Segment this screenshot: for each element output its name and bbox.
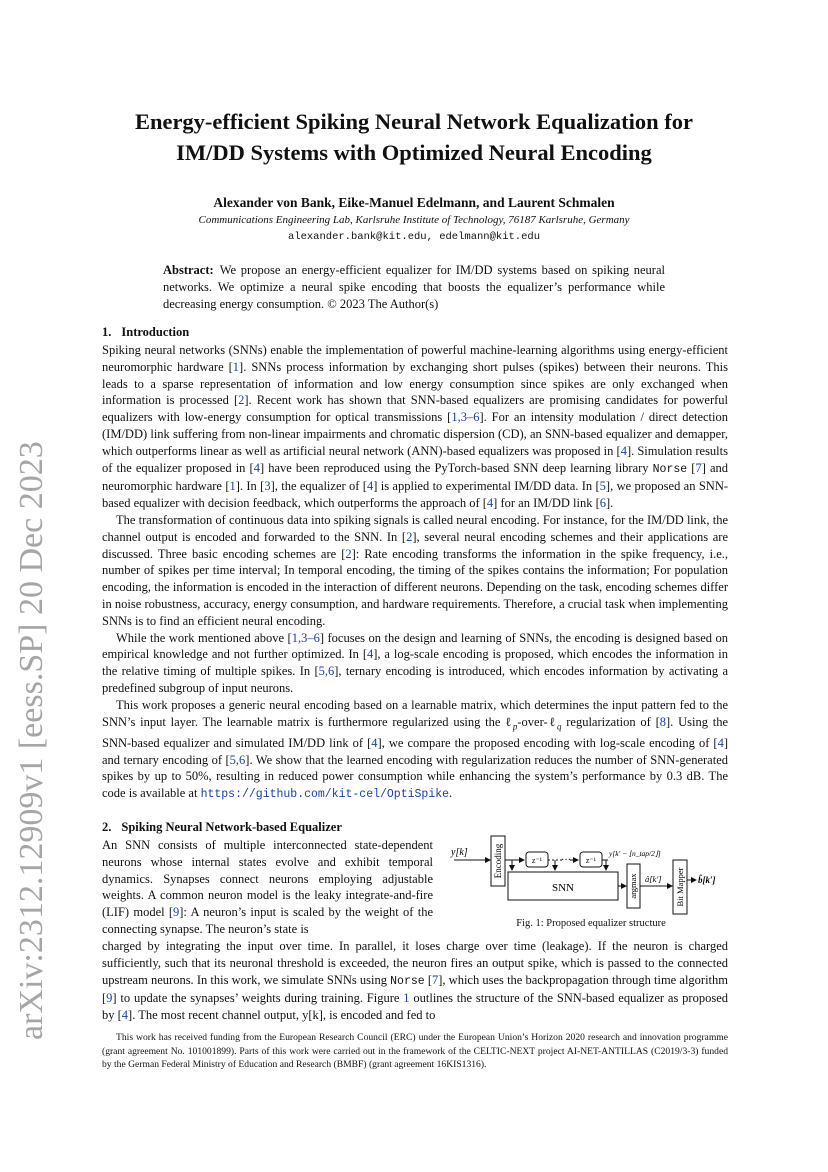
emails: alexander.bank@kit.edu, edelmann@kit.edu: [287, 231, 541, 243]
citation-link[interactable]: 5,6: [229, 752, 246, 767]
introduction-body: [102, 342, 728, 804]
intro-paragraph-1: Spiking neural networks (SNNs) enable the implementation of powerful machine-learning algorithms using energy-efficient neuromorphic hardware [1]. SNNs process information by exchanging short pulses (spikes) between their neurons. This leads to a sparse representation of information and low energy consumption since spikes are only exchanged when information is processed [2]. Recent work has shown that SNN-based equalizers are promising candidates for powerful equalizers with low-energy consumption for optical transmissions [1,3–6]. For an intensity modulation / direct detection (IM/DD) link suffering from non-linear impairments and chromatic dispersion (CD), an SNN-based equalizer and demapper, which outperforms linear as well as artificial neural network (ANN)-based equalizers was proposed in [4]. Simulation results of the equalizer proposed in [4] have been reproduced using the PyTorch-based SNN deep learning library Norse [7] and neuromorphic hardware [1]. In [3], the equalizer of [4] is applied to experimental IM/DD data. In [5], we proposed an SNN-based equalizer with decision feedback, which outperforms the approach of [4] for an IM/DD link [6].: [102, 343, 729, 511]
norse-library-name: Norse: [390, 974, 425, 988]
intro-paragraph-2: The transformation of continuous data into spiking signals is called neural encoding. For instance, for the IM/DD link, the channel output is encoded and forwarded to the SNN. In [2], several neural encoding schemes and their applications are discussed. Three basic encoding schemes are [2]: Rate encoding transforms the information in the spike frequency, i.e., number of spikes per time interval; In temporal encoding, the timing of the spikes contains the information; For population encoding, the information is encoded in the interaction of different neurons. Depending on the task, encoding schemes differ in noise robustness, accuracy, energy consumption, and hardware requirements. Therefore, a crucial task when implementing SNNs is to find an efficient neural encoding.: [102, 512, 728, 628]
figure-caption: Fig. 1: Proposed equalizer structure: [516, 918, 666, 929]
encoding-label: Encoding: [493, 843, 503, 879]
citation-link[interactable]: 3: [264, 479, 271, 494]
citation-link[interactable]: 4: [371, 735, 378, 750]
affiliation: Communications Engineering Lab, Karlsruhe Institute of Technology, 76187 Karlsruhe, Germany: [198, 214, 630, 226]
citation-link[interactable]: 1: [229, 479, 236, 494]
abstract: [163, 262, 665, 313]
abstract-label: Abstract:: [163, 263, 214, 277]
section-heading-snn-equalizer: 2. Spiking Neural Network-based Equalizer: [102, 820, 342, 834]
github-link[interactable]: https://github.com/kit-cel/OptiSpike: [200, 788, 450, 802]
figure-reference-link[interactable]: 1: [403, 991, 410, 1006]
citation-link[interactable]: 2: [345, 546, 352, 561]
arxiv-side-stamp: arXiv:2312.12909v1 [eess.SP] 20 Dec 2023: [13, 441, 50, 1040]
citation-link[interactable]: 1: [232, 359, 240, 374]
citation-link[interactable]: 4: [486, 496, 494, 511]
delay-label: z⁻¹: [585, 856, 597, 865]
citation-link[interactable]: 4: [620, 443, 627, 458]
citation-link[interactable]: 7: [431, 972, 439, 987]
equalizer-structure-figure: [446, 830, 730, 916]
citation-link[interactable]: 5,6: [318, 664, 335, 679]
section-2-wrapped-text: An SNN consists of multiple interconnected state-dependent neurons whose internal states evolve and exhibit temporal dynamics. Synapses connect neurons employing adjustable weights. A common neuron model is the leaky integrate-and-fire (LIF) model [9]: A neuron’s input is scaled by the weight of the connecting synapse. The neuron’s state is: [102, 838, 433, 936]
delay-dots: ···: [561, 855, 571, 866]
citation-link[interactable]: 9: [173, 905, 180, 920]
citation-link[interactable]: 5: [599, 479, 606, 494]
citation-link[interactable]: 4: [717, 735, 724, 750]
title-line-1: Energy-efficient Spiking Neural Network Equalization for: [134, 109, 694, 134]
citation-link[interactable]: 4: [121, 1008, 129, 1023]
input-label: y[k]: [451, 847, 468, 858]
bit-mapper-label: Bit Mapper: [675, 867, 685, 907]
citation-link[interactable]: 2: [406, 529, 413, 544]
citation-link[interactable]: 1,3–6: [291, 630, 320, 645]
citation-link[interactable]: 9: [106, 991, 113, 1006]
argmax-label: argmax: [628, 873, 638, 899]
funding-footnote: This work has received funding from the European Research Council (ERC) under the European Union’s Horizon 2020 research and innovation programme (grant agreement No. 101001899). Parts of this work were carried out in the framework of the CELTIC-NEXT project AI-NET-ANTILLAS (C2019/3-3) funded by the German Federal Ministry of Education and Research (BMBF) (grant agreement 16KIS1316).: [102, 1032, 728, 1070]
authors: Alexander von Bank, Eike-Manuel Edelmann, and Laurent Schmalen: [213, 195, 615, 210]
norse-library-name: Norse: [652, 462, 688, 476]
intro-paragraph-4: This work proposes a generic neural encoding based on a learnable matrix, which determines the input pattern fed to the SNN’s input layer. The learnable matrix is furthermore regularized using the ℓ$_p$-over-ℓ$_q$ regularization of [8]. Using the SNN-based equalizer and simulated IM/DD link of [4], we compare the proposed encoding with log-scale encoding of [4] and ternary encoding of [5,6]. We show that the learned encoding with regularization reduces the number of SNN-generated spikes by up to 50%, resulting in reduced power consumption while enhancing the system’s performance by 0.3 dB. The code is available at https://github.com/kit-cel/OptiSpike.: [102, 697, 729, 802]
citation-link[interactable]: 2: [238, 393, 245, 408]
section-heading-introduction: 1. Introduction: [102, 325, 190, 339]
b-hat-label: b̂[k′]: [698, 875, 716, 885]
intro-paragraph-3: While the work mentioned above [1,3–6] focuses on the design and learning of SNNs, the encoding is designed based on empirical knowledge and not further optimized. In [4], a log-scale encoding is proposed, which encodes the information in the relative timing of multiple spikes. In [5,6], ternary encoding is introduced, which encodes information by activating a predefined subgroup of input neurons.: [102, 630, 729, 695]
section-2-body: charged by integrating the input over time. In parallel, it loses charge over time (leakage). If the neuron is charged sufficiently, such that its neuronal threshold is exceeded, the neuron fires an output spike, which is passed to the connected upstream neurons. In this work, we simulate SNNs using Norse [7], which uses the backpropagation through time algorithm [9] to update the synapses’ weights during training. Figure 1 outlines the structure of the SNN-based equalizer as proposed by [4]. The most recent channel output, y[k], is encoded and fed to: [102, 939, 729, 1023]
citation-link[interactable]: 1,3–6: [451, 410, 480, 425]
citation-link[interactable]: 4: [366, 647, 374, 662]
delay-label: z⁻¹: [531, 856, 543, 865]
delayed-output-label: y[k′ − ⌊n_tap/2⌋]: [609, 849, 661, 858]
title-line-2: IM/DD Systems with Optimized Neural Encoding: [176, 140, 652, 165]
citation-link[interactable]: 8: [659, 714, 667, 729]
snn-label: SNN: [551, 882, 575, 894]
abstract-text: We propose an energy-efficient equalizer for IM/DD systems based on spiking neural networks. We optimize a neural spike encoding that boosts the equalizer’s performance while decreasing energy consumption. © 2023 The Author(s): [163, 263, 665, 311]
citation-link[interactable]: 7: [695, 460, 702, 475]
a-hat-label: â[k′]: [645, 874, 662, 884]
citation-link[interactable]: 6: [599, 496, 606, 511]
citation-link[interactable]: 4: [366, 479, 374, 494]
paper-title: [100, 106, 728, 168]
citation-link[interactable]: 4: [253, 460, 260, 475]
